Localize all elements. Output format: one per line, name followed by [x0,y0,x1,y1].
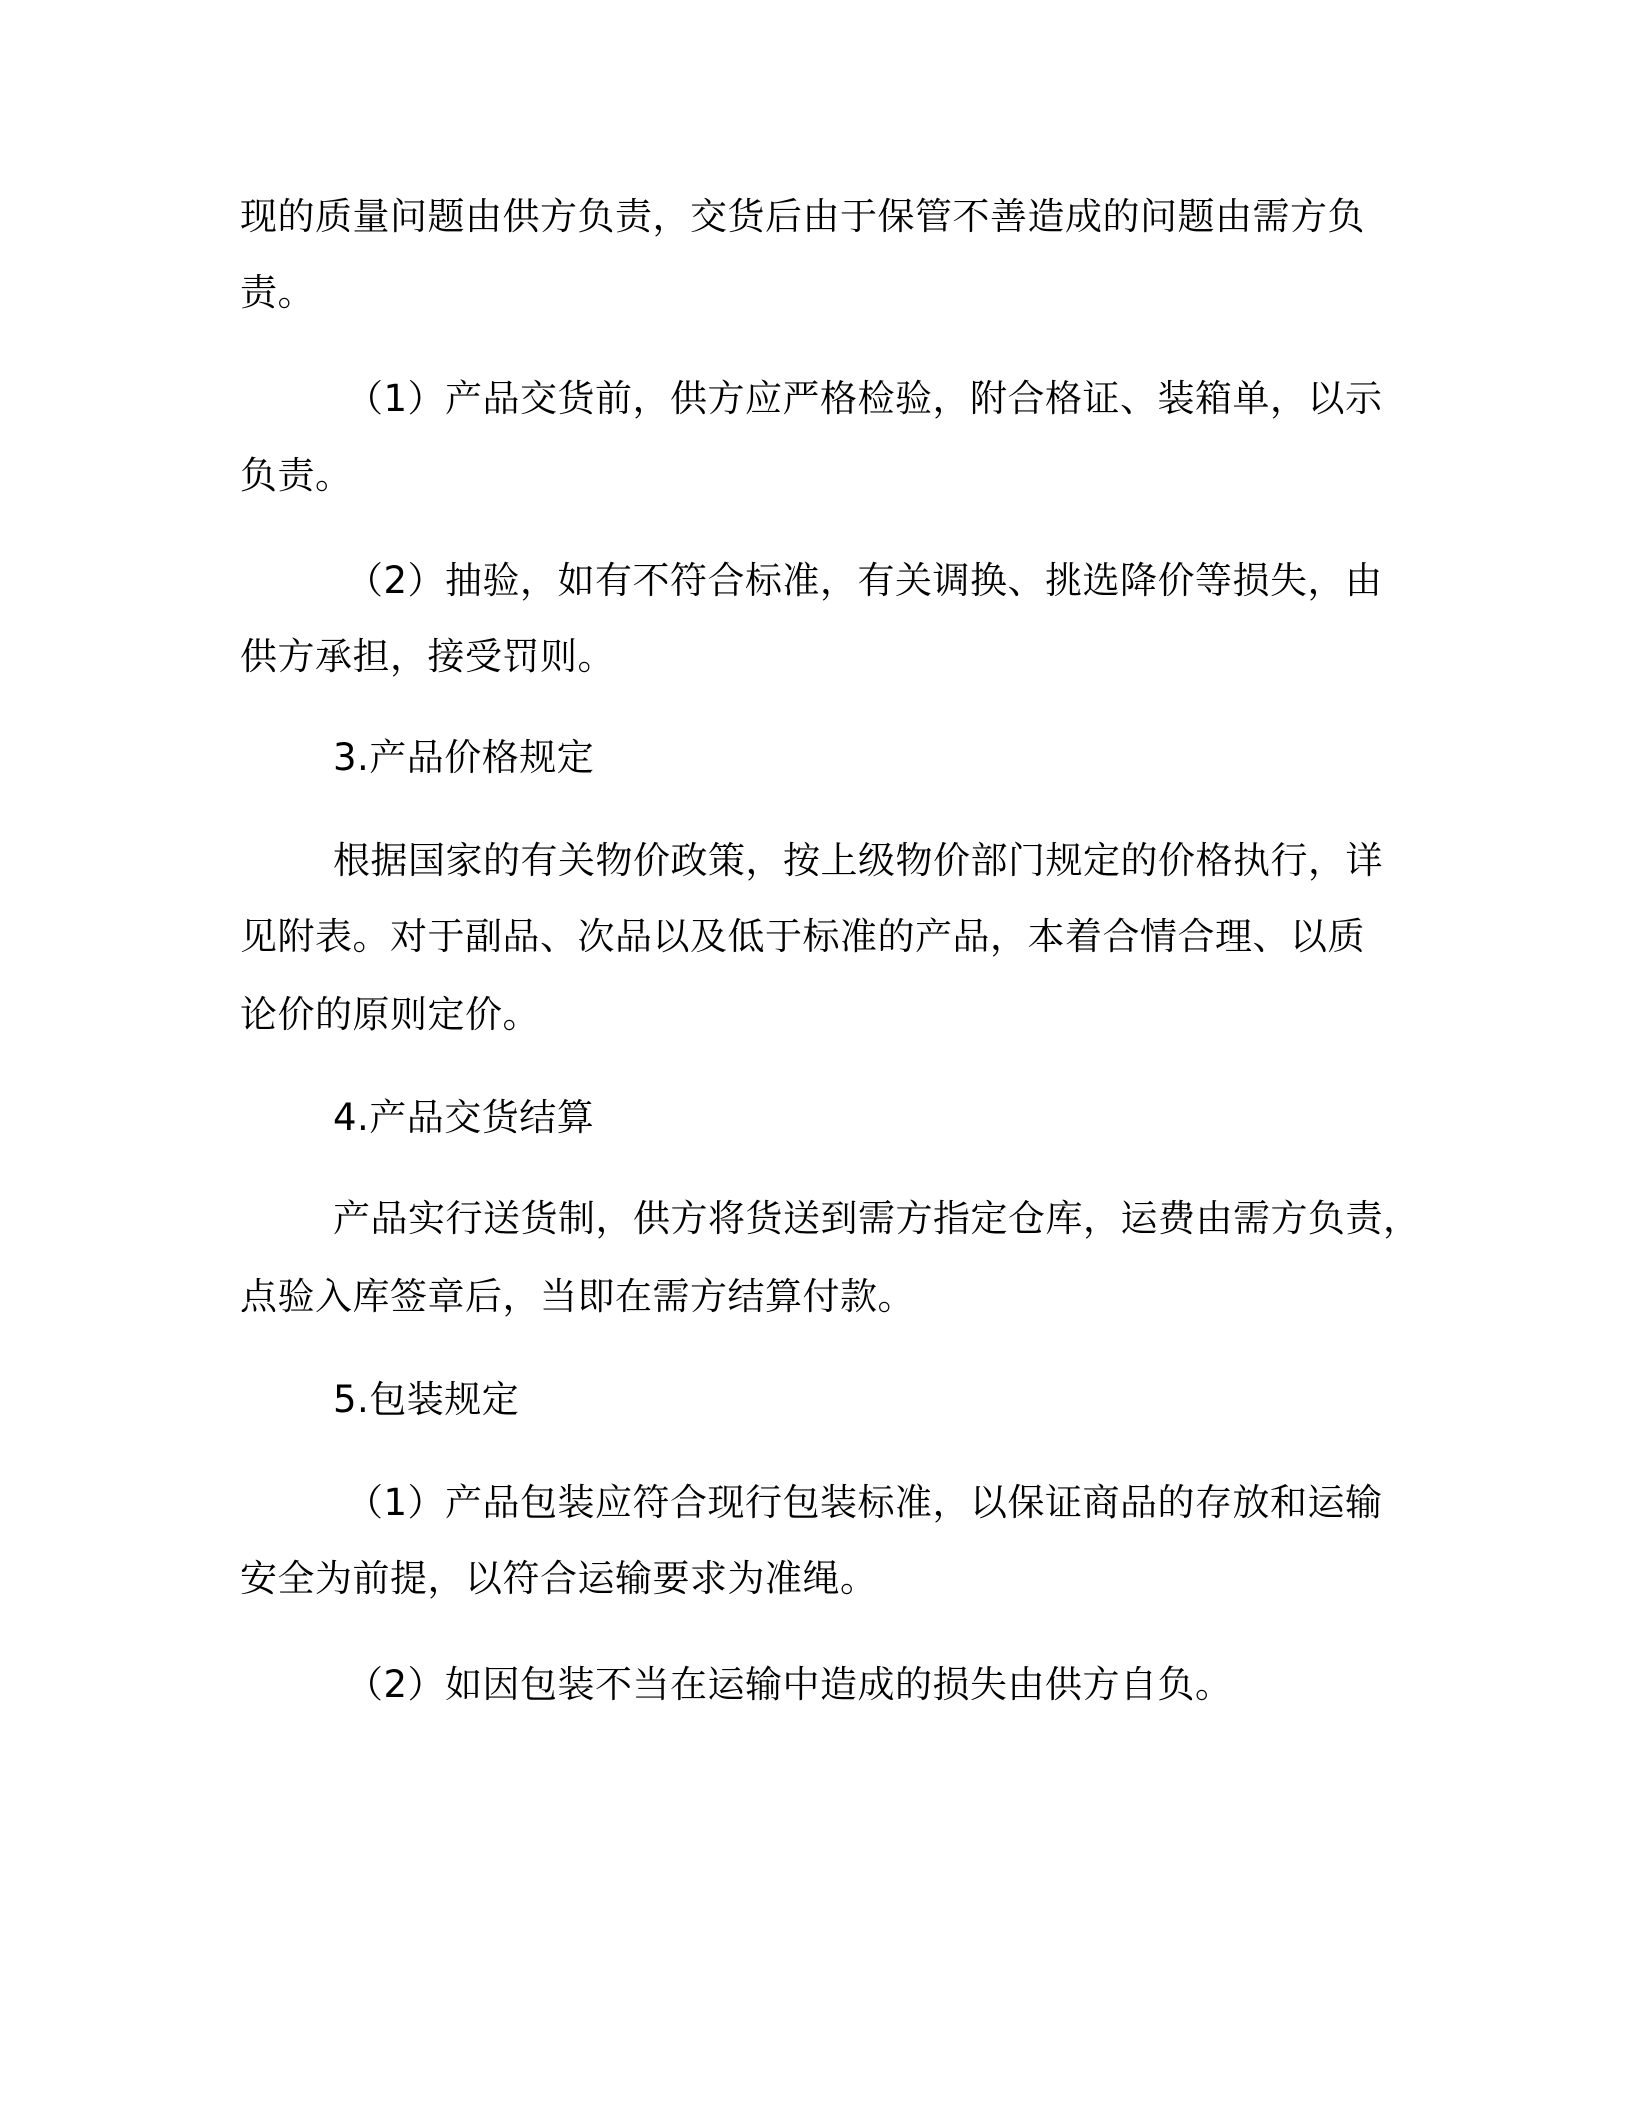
list-item-line: （1）产品交货前，供方应严格检验，附合格证、装箱单，以示 [346,377,1383,420]
paragraph-line: 见附表。对于副品、次品以及低于标准的产品，本着合情合理、以质 [240,915,1365,958]
list-item-line: （2）抽验，如有不符合标准，有关调换、挑选降价等损失，由 [346,559,1383,602]
paragraph-line: 现的质量问题由供方负责，交货后由于保管不善造成的问题由需方负 [240,195,1365,238]
paragraph-line: 产品实行送货制，供方将货送到需方指定仓库，运费由需方负责， [333,1197,1421,1240]
paragraph-line: 安全为前提，以符合运输要求为准绳。 [240,1557,878,1600]
paragraph-line: 根据国家的有关物价政策，按上级物价部门规定的价格执行，详 [333,839,1383,882]
list-item-line: （1）产品包装应符合现行包装标准，以保证商品的存放和运输 [346,1481,1383,1524]
section-heading: 5.包装规定 [333,1378,520,1421]
section-heading: 3.产品价格规定 [333,736,595,779]
paragraph-line: 供方承担，接受罚则。 [240,635,615,678]
paragraph-line: 负责。 [240,454,353,497]
paragraph-line: 责。 [240,271,315,314]
list-item-line: （2）如因包装不当在运输中造成的损失由供方自负。 [346,1663,1233,1706]
section-heading: 4.产品交货结算 [333,1096,595,1139]
paragraph-line: 论价的原则定价。 [240,993,540,1036]
paragraph-line: 点验入库签章后，当即在需方结算付款。 [240,1275,915,1318]
